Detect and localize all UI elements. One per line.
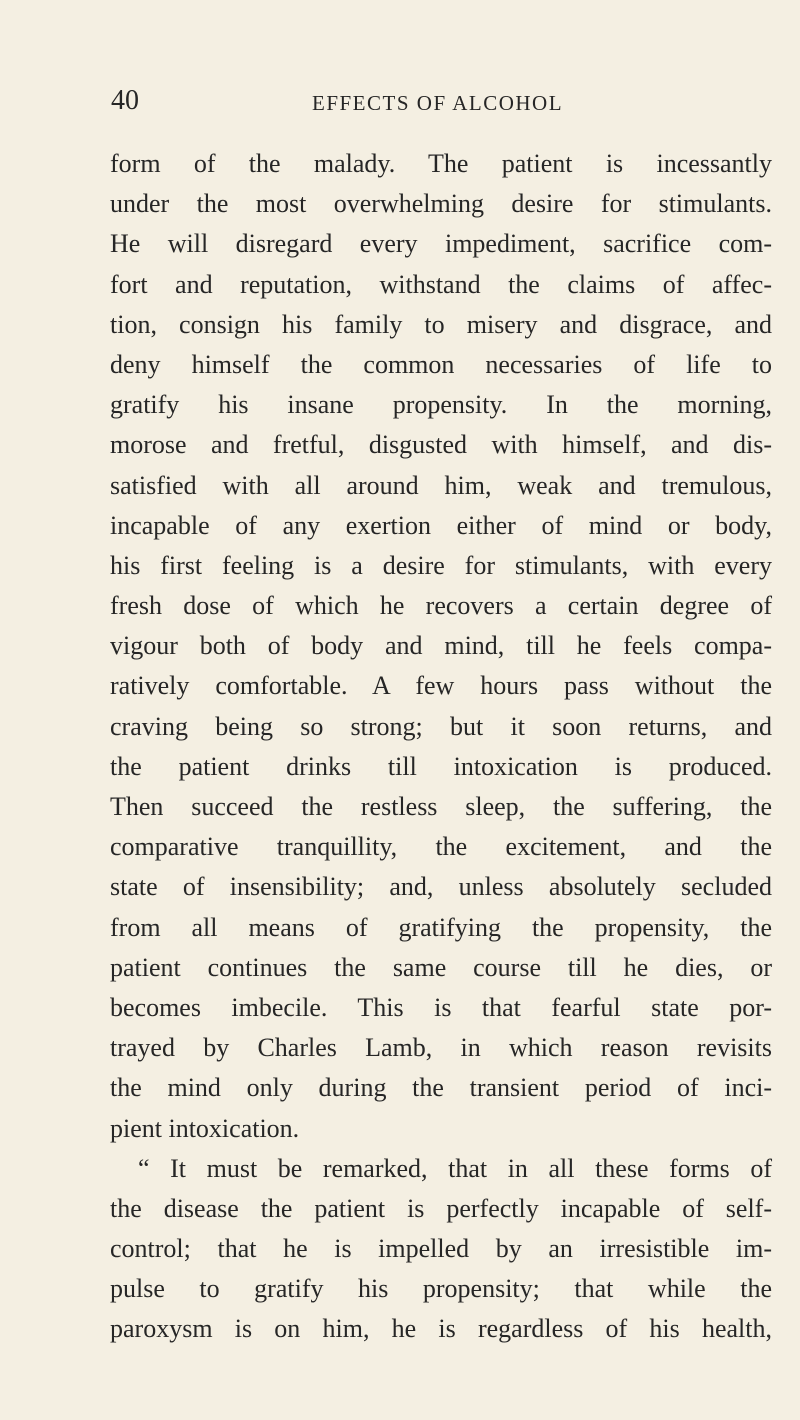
text-line: his first feeling is a desire for stimulants, with every bbox=[110, 550, 772, 580]
text-line: becomes imbecile. This is that fearful state por- bbox=[110, 992, 772, 1022]
text-line: control; that he is impelled by an irresistible im- bbox=[110, 1234, 772, 1264]
text-line: paroxysm is on him, he is regardless of his health, bbox=[110, 1314, 772, 1344]
text-line: gratify his insane propensity. In the morning, bbox=[110, 390, 772, 420]
text-line: incapable of any exertion either of mind or body, bbox=[110, 510, 772, 540]
text-line: patient continues the same course till he dies, or bbox=[110, 952, 772, 982]
page-number: 40 bbox=[111, 85, 139, 116]
text-line: under the most overwhelming desire for stimulants. bbox=[110, 189, 772, 219]
text-line: fort and reputation, withstand the claims of affec- bbox=[110, 269, 772, 299]
text-line: “ It must be remarked, that in all these forms of bbox=[138, 1153, 772, 1183]
text-line: He will disregard every impediment, sacrifice com- bbox=[110, 229, 772, 259]
text-line: form of the malady. The patient is incessantly bbox=[110, 149, 772, 178]
text-line: the disease the patient is perfectly incapable of self- bbox=[110, 1193, 772, 1223]
text-line: satisfied with all around him, weak and tremulous, bbox=[110, 470, 772, 500]
text-line: the patient drinks till intoxication is produced. bbox=[110, 751, 772, 781]
text-line: state of insensibility; and, unless absolutely secluded bbox=[110, 872, 772, 902]
text-line: pulse to gratify his propensity; that while the bbox=[110, 1274, 772, 1304]
text-line: craving being so strong; but it soon returns, and bbox=[110, 711, 772, 741]
text-line: from all means of gratifying the propensity, the bbox=[110, 912, 772, 942]
body-text bbox=[110, 144, 772, 1350]
text-line: deny himself the common necessaries of life to bbox=[110, 349, 772, 379]
text-line: fresh dose of which he recovers a certain degree of bbox=[110, 591, 772, 621]
text-line: comparative tranquillity, the excitement, and the bbox=[110, 832, 772, 862]
page-header bbox=[0, 86, 800, 126]
text-line: morose and fretful, disgusted with himself, and dis- bbox=[110, 430, 772, 460]
text-line: trayed by Charles Lamb, in which reason revisits bbox=[110, 1033, 772, 1063]
running-title: EFFECTS OF ALCOHOL bbox=[312, 91, 564, 115]
text-line: the mind only during the transient period of inci- bbox=[110, 1073, 772, 1103]
text-line: tion, consign his family to misery and disgrace, and bbox=[110, 309, 772, 339]
text-line: vigour both of body and mind, till he feels compa- bbox=[110, 631, 772, 661]
text-line: ratively comfortable. A few hours pass without the bbox=[110, 671, 772, 701]
text-line: Then succeed the restless sleep, the suffering, the bbox=[110, 792, 772, 821]
text-line: pient intoxication. bbox=[110, 1113, 300, 1143]
